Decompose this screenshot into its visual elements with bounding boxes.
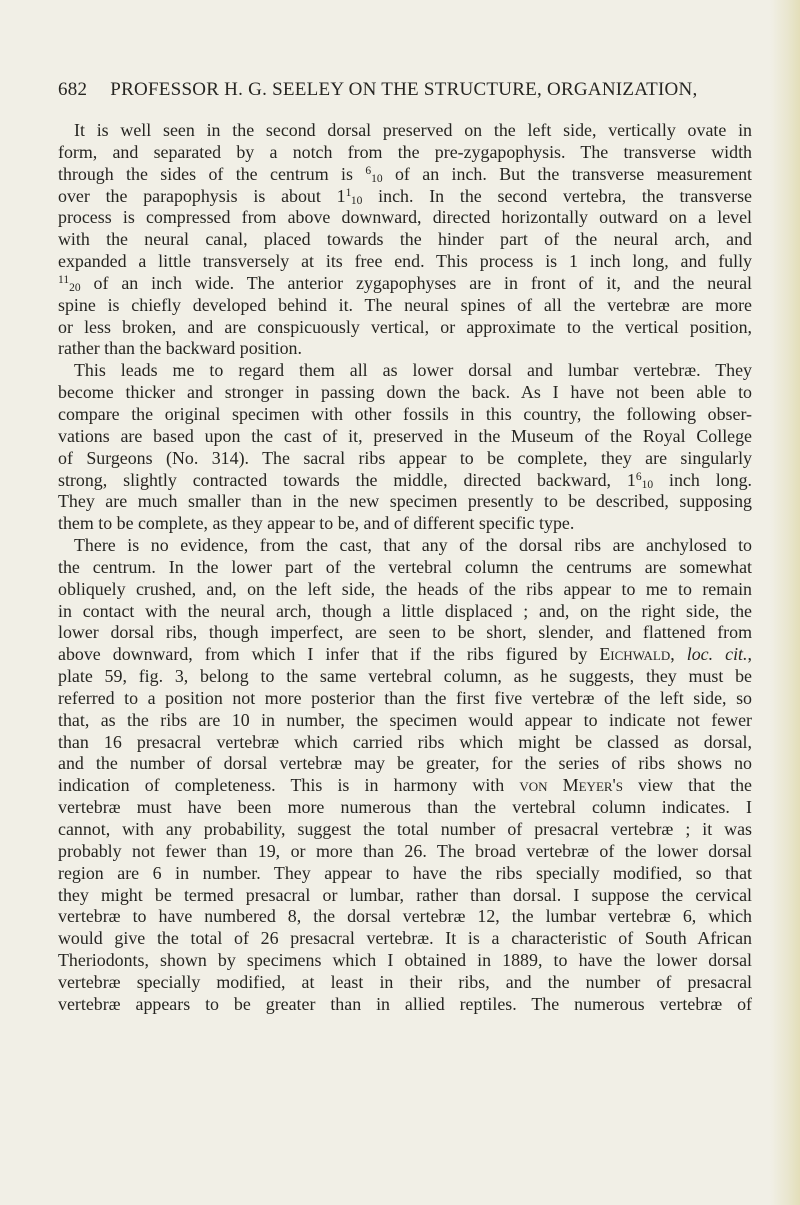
text-line xyxy=(58,295,752,317)
text-line xyxy=(58,513,752,535)
line-text: over the parapophysis is about 1 xyxy=(58,185,346,206)
fraction-numerator: 1 xyxy=(345,186,351,199)
line-text: form, and separated by a notch from the pre-zygapophysis. The transverse width xyxy=(58,141,752,162)
line-text: vertebræ specially modified, at least in their ribs, and the number of presacral xyxy=(58,971,752,992)
line-text: region are 6 in number. They appear to have the ribs specially modified, so that xyxy=(58,862,752,883)
page-edge-shading xyxy=(770,0,800,1205)
text-line xyxy=(58,644,752,666)
line-text: indication of completeness. This is in harmony with xyxy=(58,775,520,796)
line-text: vertebræ must have been more numerous than the vertebral column indicates. I xyxy=(58,797,752,818)
text-line xyxy=(58,142,752,164)
line-text: of an inch. But the transverse measurement xyxy=(382,163,752,184)
text-line xyxy=(58,885,752,907)
line-text: rather than the backward position. xyxy=(58,338,302,359)
line-text: they might be termed presacral or lumbar, rather than dorsal. I suppose the cervical xyxy=(58,884,752,905)
line-text: inch. In the second vertebra, the transverse xyxy=(362,185,752,206)
body-text xyxy=(58,120,752,1016)
text-line xyxy=(58,448,752,470)
line-text: than 16 presacral vertebræ which carried ribs which might be classed as dorsal, xyxy=(58,731,752,752)
line-text: vations are based upon the cast of it, preserved in the Museum of the Royal College xyxy=(58,425,752,446)
fraction-denominator: 20 xyxy=(69,281,81,294)
text-line xyxy=(58,601,752,623)
line-text: of Surgeons (No. 314). The sacral ribs appear to be complete, they are singularly xyxy=(58,447,752,468)
line-text: them to be complete, as they appear to be, and of different specific type. xyxy=(58,513,575,534)
text-line xyxy=(58,710,752,732)
text-line xyxy=(58,338,752,360)
fraction-numerator: 11 xyxy=(58,273,70,286)
line-text: , xyxy=(670,644,687,665)
text-line xyxy=(58,841,752,863)
text-line xyxy=(58,906,752,928)
text-line xyxy=(58,229,752,251)
line-text: They are much smaller than in the new specimen presently to be described, supposing xyxy=(58,491,752,512)
text-line xyxy=(58,622,752,644)
text-line xyxy=(58,426,752,448)
line-text: vertebræ appears to be greater than in allied reptiles. The numerous vertebræ of xyxy=(58,993,752,1014)
fraction-numerator: 6 xyxy=(635,470,642,483)
line-text: There is no evidence, from the cast, that any of the dorsal ribs are anchylosed to xyxy=(74,535,752,556)
line-text: strong, slightly contracted towards the middle, directed backward, 1 xyxy=(58,469,636,490)
text-line xyxy=(58,666,752,688)
citation-italic: loc. cit. xyxy=(686,644,748,665)
author-name: Eichwald xyxy=(599,644,671,665)
text-line xyxy=(58,688,752,710)
line-text: plate 59, fig. 3, belong to the same vertebral column, as he suggests, they must be xyxy=(58,666,752,687)
text-line xyxy=(58,251,752,273)
text-line xyxy=(58,491,752,513)
line-text: lower dorsal ribs, though imperfect, are seen to be short, slender, and flattened from xyxy=(58,622,752,643)
text-line xyxy=(58,470,752,492)
line-text: expanded a little transversely at its free end. This process is 1 inch long, and fully xyxy=(58,251,752,272)
text-line xyxy=(58,863,752,885)
line-text: in contact with the neural arch, though a little displaced ; and, on the right side, the xyxy=(58,600,752,621)
line-text: compare the original specimen with other fossils in this country, the following obser- xyxy=(58,403,752,424)
text-line xyxy=(58,819,752,841)
line-text: of an inch wide. The anterior zygapophyses are in front of it, and the neural xyxy=(80,272,752,293)
text-line xyxy=(58,994,752,1016)
text-line xyxy=(58,186,752,208)
fraction-numerator: 6 xyxy=(365,164,372,177)
fraction xyxy=(365,164,383,185)
line-text: through the sides of the centrum is xyxy=(58,163,366,184)
line-text: It is well seen in the second dorsal preserved on the left side, vertically ovate in xyxy=(74,120,752,140)
line-text: above downward, from which I infer that if the ribs figured by xyxy=(58,644,600,665)
running-header xyxy=(58,79,748,101)
line-text: process is compressed from above downward, directed horizontally outward on a level xyxy=(58,207,752,228)
text-line xyxy=(58,382,752,404)
text-line xyxy=(58,535,752,557)
text-line xyxy=(58,404,752,426)
fraction xyxy=(58,273,81,294)
text-line xyxy=(58,360,752,382)
line-text: or less broken, and are conspicuously vertical, or approximate to the vertical position, xyxy=(58,316,752,337)
fraction-denominator: 10 xyxy=(641,478,654,491)
line-text: with the neural canal, placed towards the hinder part of the neural arch, and xyxy=(58,229,752,250)
text-line xyxy=(58,164,752,186)
line-text: probably not fewer than 19, or more than 26. The broad vertebræ of the lower dorsal xyxy=(58,840,752,861)
line-text: the centrum. In the lower part of the vertebral column the centrums are somewhat xyxy=(58,556,752,577)
line-text: referred to a position not more posterior than the first five vertebræ of the left side, so xyxy=(58,687,752,708)
fraction-denominator: 10 xyxy=(371,172,383,185)
text-line xyxy=(58,207,752,229)
line-text: would give the total of 26 presacral vertebræ. It is a characteristic of South African xyxy=(58,928,752,949)
author-name: von Meyer's xyxy=(519,775,624,796)
line-text: vertebræ to have numbered 8, the dorsal vertebræ 12, the lumbar vertebræ 6, which xyxy=(58,906,752,927)
text-line xyxy=(58,732,752,754)
text-line xyxy=(58,120,752,142)
fraction xyxy=(635,470,654,491)
text-line xyxy=(58,972,752,994)
line-text: become thicker and stronger in passing down the back. As I have not been able to xyxy=(58,382,752,403)
running-title: PROFESSOR H. G. SEELEY ON THE STRUCTURE, ORGANIZATION, xyxy=(110,79,698,100)
text-line xyxy=(58,950,752,972)
text-line xyxy=(58,797,752,819)
line-text: obliquely crushed, and, on the left side, the heads of the ribs appear to me to remain xyxy=(58,578,752,599)
text-line xyxy=(58,928,752,950)
line-text: inch long. xyxy=(653,469,753,490)
text-line xyxy=(58,557,752,579)
line-text: view that the xyxy=(623,775,752,796)
text-line xyxy=(58,273,752,295)
line-text: cannot, with any probability, suggest the total number of presacral vertebræ ; it was xyxy=(58,819,752,839)
line-text: and the number of dorsal vertebræ may be greater, for the series of ribs shows no xyxy=(58,753,752,774)
page-number: 682 xyxy=(58,79,88,100)
line-text: This leads me to regard them all as lower dorsal and lumbar vertebræ. They xyxy=(74,360,752,381)
text-line xyxy=(58,317,752,339)
fraction-denominator: 10 xyxy=(350,194,363,207)
line-text: spine is chiefly developed behind it. The neural spines of all the vertebræ are more xyxy=(58,294,752,315)
text-line xyxy=(58,579,752,601)
text-line xyxy=(58,775,752,797)
line-text: Theriodonts, shown by specimens which I obtained in 1889, to have the lower dorsal xyxy=(58,950,752,971)
text-line xyxy=(58,753,752,775)
line-text: that, as the ribs are 10 in number, the specimen would appear to indicate not fewer xyxy=(58,709,752,730)
fraction xyxy=(345,186,363,207)
line-text: , xyxy=(747,644,752,665)
